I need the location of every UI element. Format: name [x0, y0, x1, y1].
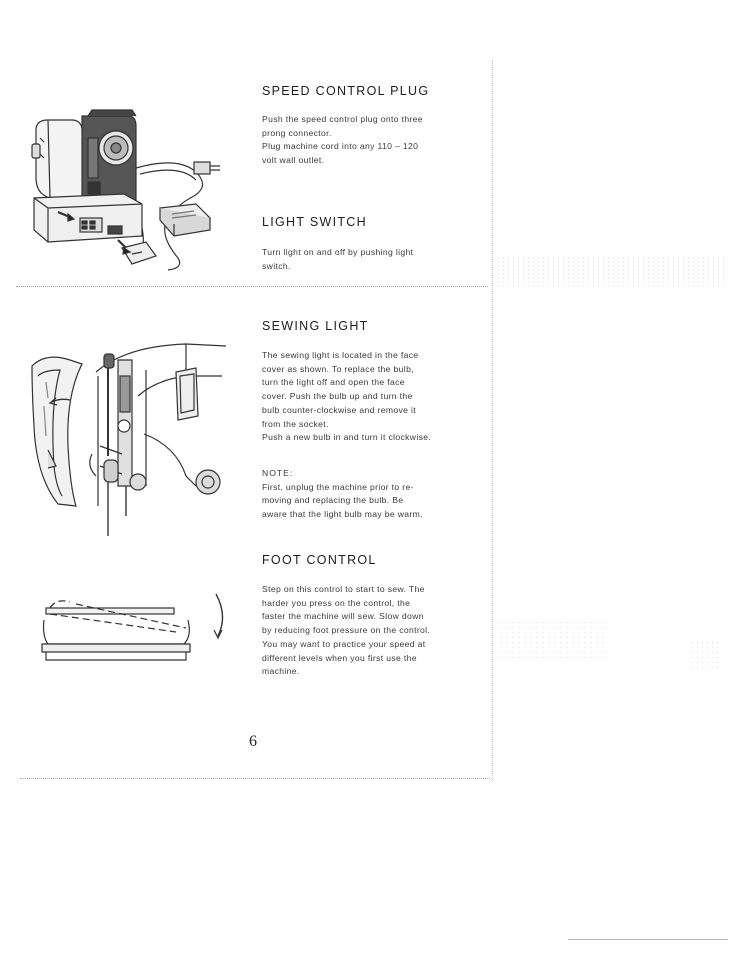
foot-pedal-icon: [146, 200, 218, 282]
text-line: switch.: [262, 260, 291, 271]
foot-control-heading: FOOT CONTROL: [262, 553, 377, 567]
foot-pedal-small-illustration: [146, 200, 218, 282]
text-line: You may want to practice your speed at: [262, 638, 426, 649]
light-switch-text: [262, 246, 472, 273]
foot-control-text: [262, 583, 472, 679]
text-line: cover as shown. To replace the bulb,: [262, 363, 414, 374]
sewing-light-text: [262, 349, 472, 445]
text-line: harder you press on the control, the: [262, 597, 411, 608]
text-line: different levels when you first use the: [262, 652, 417, 663]
foot-control-side-view-icon: [36, 590, 236, 670]
text-line: The sewing light is located in the face: [262, 350, 419, 360]
section-divider: [16, 286, 488, 287]
text-line: machine.: [262, 666, 300, 677]
scan-speckle: [496, 256, 726, 286]
sewing-light-heading: SEWING LIGHT: [262, 319, 369, 333]
text-line: bulb counter-clockwise and remove it: [262, 404, 416, 415]
scan-speckle: [498, 620, 608, 660]
text-line: volt wall outlet.: [262, 155, 325, 166]
text-line: Step on this control to start to sew. The: [262, 584, 425, 594]
scan-speckle: [690, 640, 720, 670]
text-line: First, unplug the machine prior to re-: [262, 481, 414, 492]
text-line: cover. Push the bulb up and turn the: [262, 391, 413, 402]
sewing-light-illustration: [26, 336, 236, 536]
text-line: Plug machine cord into any 110 – 120: [262, 141, 419, 152]
text-line: from the socket.: [262, 418, 329, 429]
text-line: faster the machine will sew. Slow down: [262, 611, 424, 622]
text-line: Push the speed control plug onto three: [262, 114, 423, 124]
scan-edge-horizontal: [20, 778, 490, 779]
page-number: 6: [249, 733, 257, 750]
light-switch-heading: LIGHT SWITCH: [262, 215, 367, 229]
text-line: by reducing foot pressure on the control.: [262, 625, 431, 636]
text-line: Push a new bulb in and turn it clockwise.: [262, 432, 432, 443]
text-line: turn the light off and open the face: [262, 377, 405, 388]
sewing-light-note: [262, 467, 472, 522]
text-line: moving and replacing the bulb. Be: [262, 495, 404, 506]
scan-edge-bottom: [568, 939, 728, 940]
speed-control-plug-text: [262, 113, 472, 168]
scan-edge-vertical: [492, 60, 493, 780]
speed-control-plug-heading: SPEED CONTROL PLUG: [262, 84, 430, 98]
text-line: aware that the light bulb may be warm.: [262, 509, 423, 520]
foot-control-illustration: [36, 590, 236, 670]
text-line: prong connector.: [262, 127, 332, 138]
note-label: NOTE:: [262, 468, 294, 478]
face-cover-open-icon: [26, 336, 236, 536]
text-line: Turn light on and off by pushing light: [262, 247, 414, 257]
